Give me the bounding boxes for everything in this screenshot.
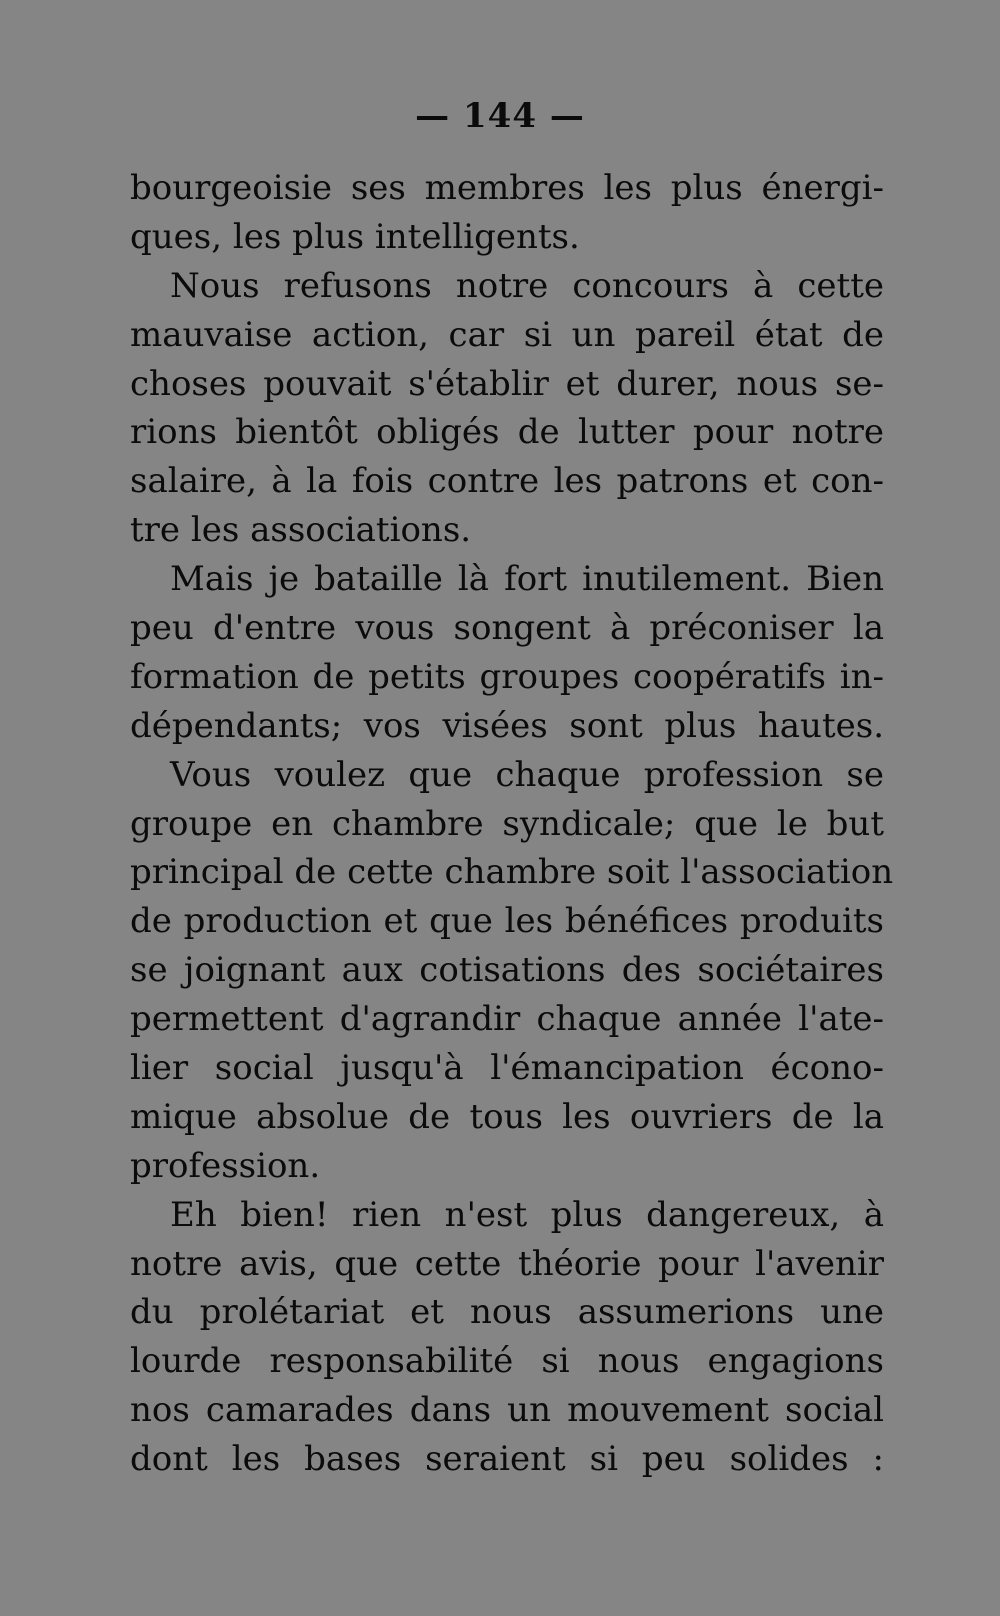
- text-line: bourgeoisie ses membres les plus énergi-: [130, 168, 884, 208]
- text-line: lourde responsabilité si nous engagions: [130, 1341, 884, 1382]
- text-line: profession.: [130, 1145, 321, 1186]
- text-line: choses pouvait s'établir et durer, nous se-: [130, 363, 884, 404]
- text-line: dont les bases seraient si peu solides :: [130, 1439, 884, 1480]
- text-line: permettent d'agrandir chaque année l'ate-: [130, 999, 884, 1040]
- text-line: dépendants; vos visées sont plus hautes.: [130, 705, 884, 746]
- text-line: principal de cette chambre soit l'association: [130, 852, 894, 893]
- text-line: peu d'entre vous songent à préconiser la: [130, 608, 884, 649]
- text-line: se joignant aux cotisations des sociétaires: [130, 950, 884, 991]
- text-line: Vous voulez que chaque profession se: [170, 754, 884, 795]
- text-line: tre les associations.: [130, 510, 472, 551]
- text-line: mique absolue de tous les ouvriers de la: [130, 1096, 884, 1137]
- text-line: mauvaise action, car si un pareil état de: [130, 314, 884, 355]
- text-line: ques, les plus intelligents.: [130, 216, 580, 257]
- text-line: rions bientôt obligés de lutter pour notre: [130, 412, 884, 453]
- text-line: formation de petits groupes coopératifs in-: [130, 656, 884, 697]
- text-line: Eh bien! rien n'est plus dangereux, à: [170, 1194, 884, 1235]
- text-line: nos camarades dans un mouvement social: [130, 1390, 884, 1431]
- text-line: du prolétariat et nous assumerions une: [130, 1292, 884, 1333]
- text-line: groupe en chambre syndicale; que le but: [130, 803, 884, 844]
- page-number: — 144 —: [415, 96, 585, 136]
- text-line: Nous refusons notre concours à cette: [170, 265, 884, 306]
- text-line: lier social jusqu'à l'émancipation écono-: [130, 1048, 884, 1089]
- text-line: de production et que les bénéfices produits: [130, 901, 884, 942]
- text-line: notre avis, que cette théorie pour l'avenir: [130, 1243, 884, 1284]
- text-line: Mais je bataille là fort inutilement. Bien: [170, 559, 884, 600]
- body-text: [130, 164, 894, 1484]
- text-line: salaire, à la fois contre les patrons et con-: [130, 461, 884, 502]
